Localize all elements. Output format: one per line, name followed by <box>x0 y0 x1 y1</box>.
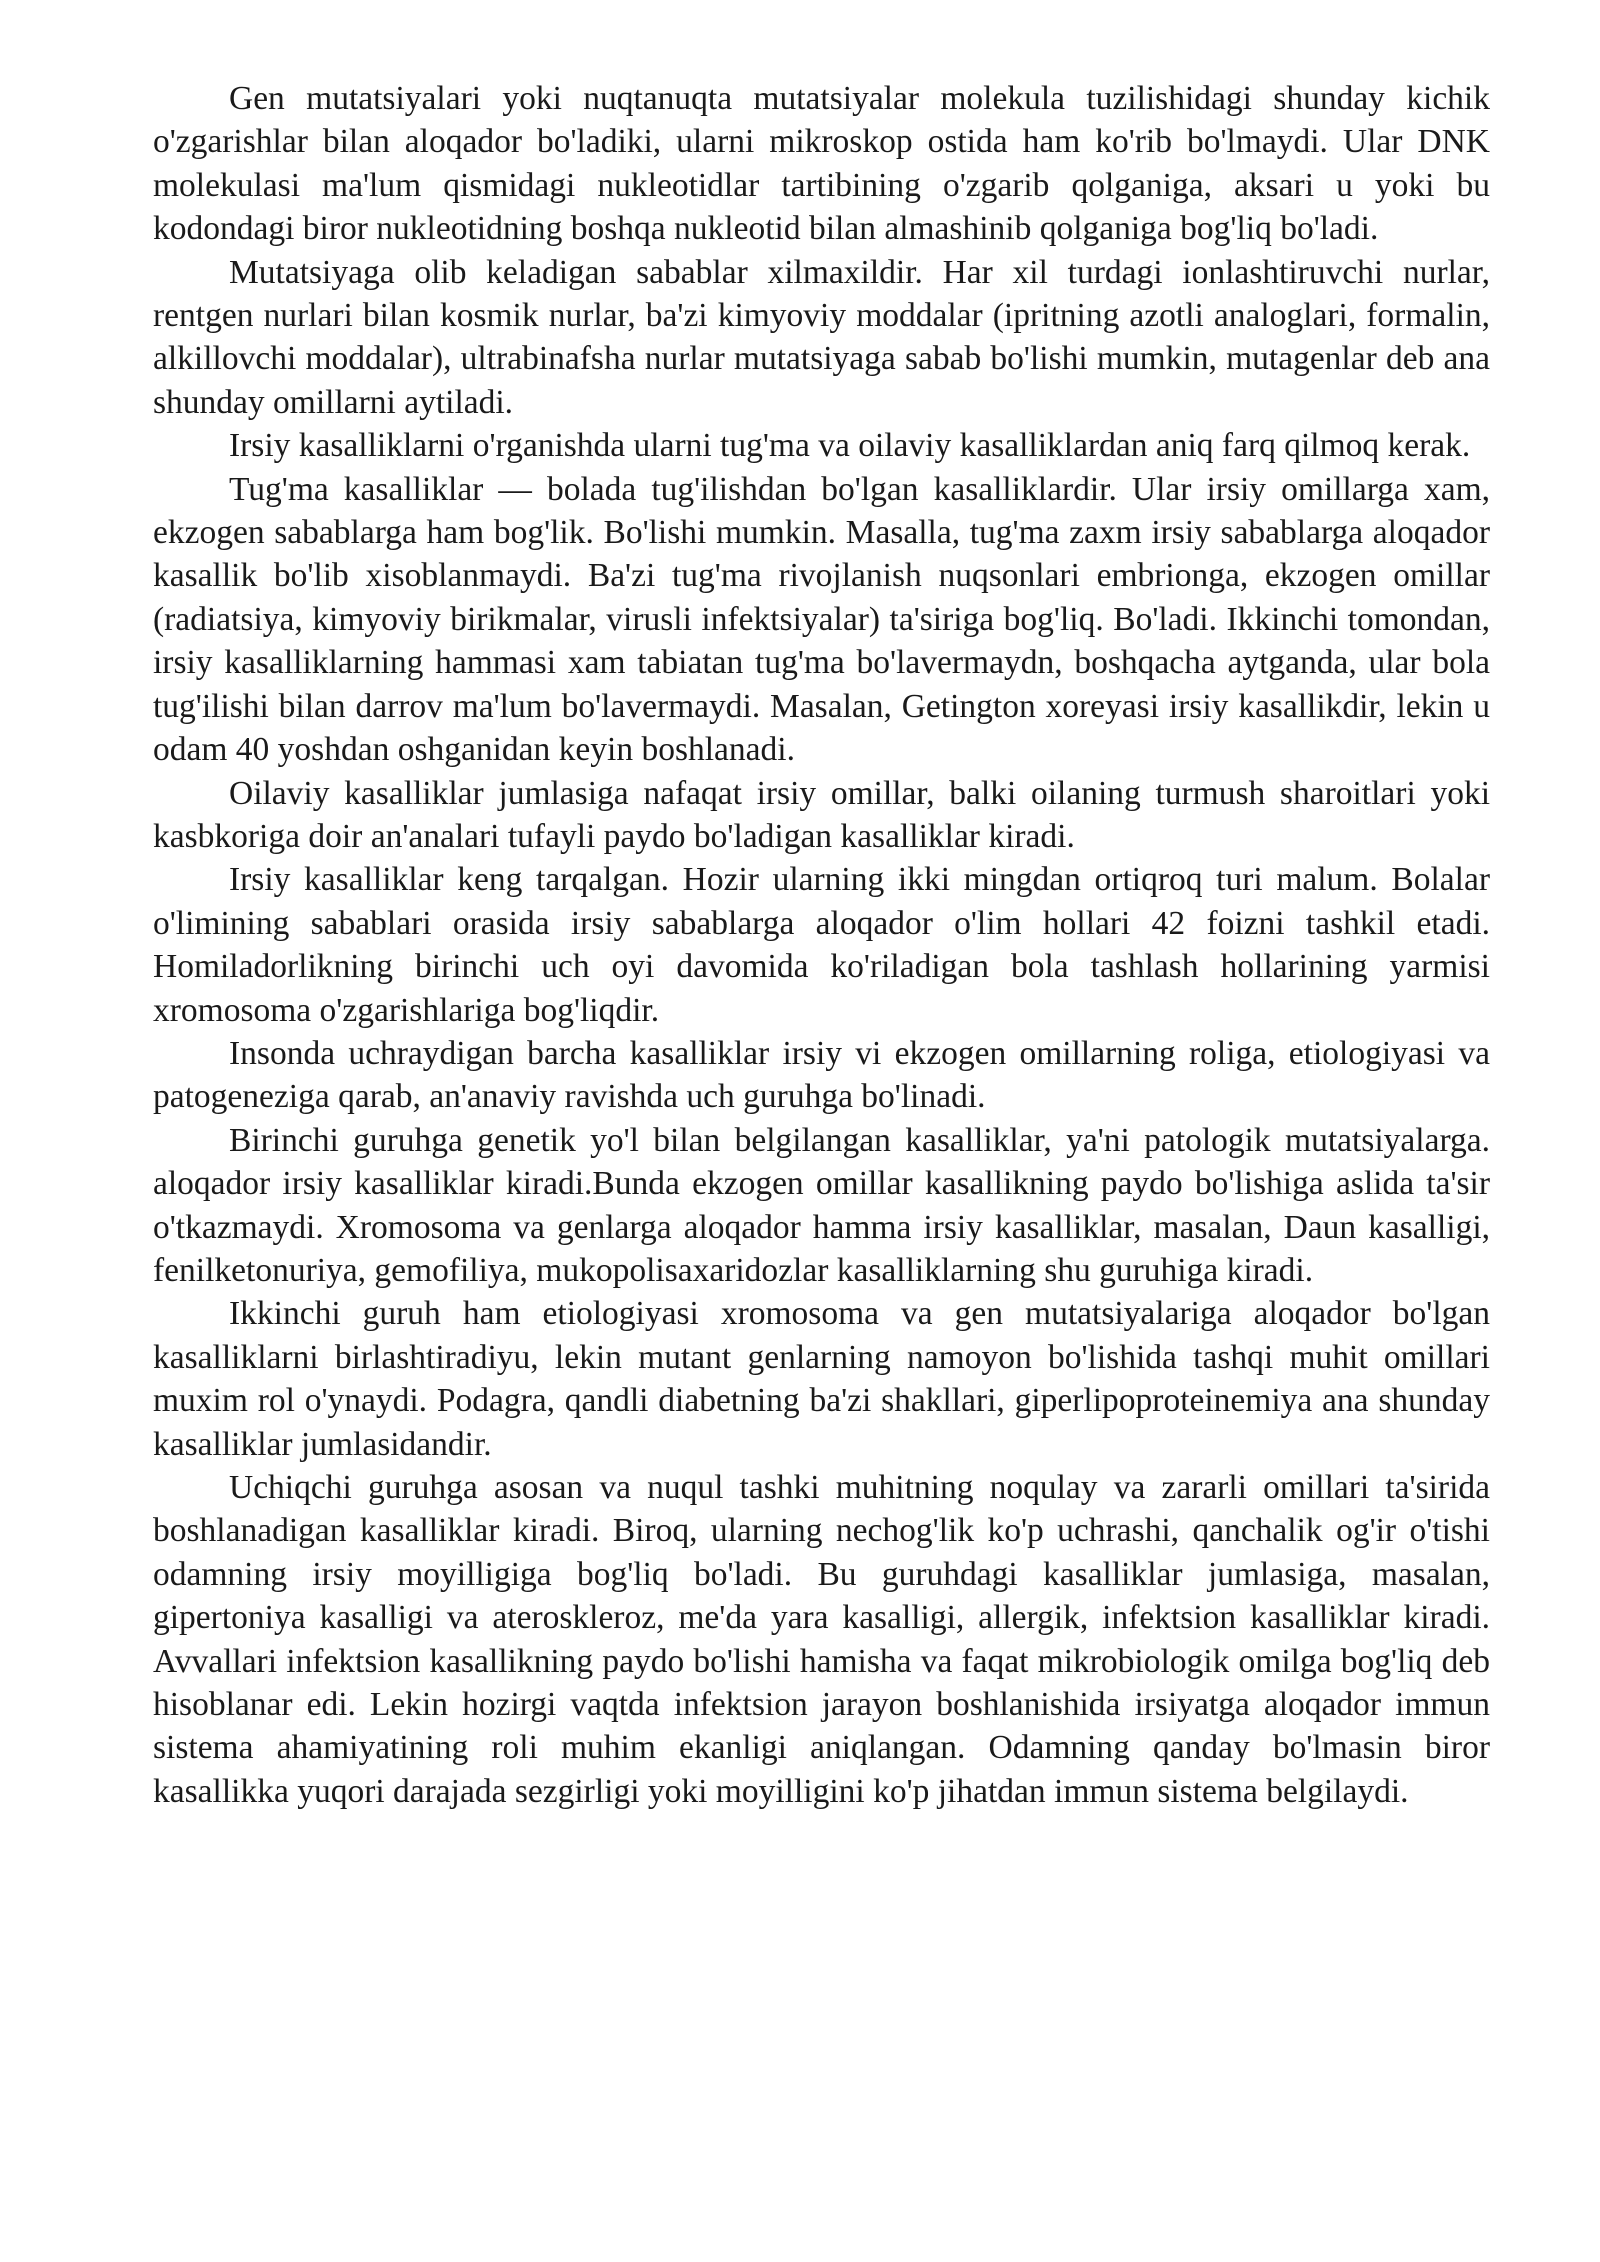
paragraph-first-group: Birinchi guruhga genetik yo'l bilan belgilangan kasalliklar, ya'ni patologik mutatsiyalarga. aloqador irsiy kasalliklar kiradi.Bunda ekzogen omillar kasallikning paydo bo'lishiga aslida ta'sir o'tkazmaydi. Xromosoma va genlarga aloqador hamma irsiy kasalliklar, masalan, Daun kasalligi, fenilketonuriya, gemofiliya, mukopolisaxaridozlar kasalliklarning shu guruhiga kiradi. <box>153 1121 1490 1289</box>
paragraph-prevalence: Irsiy kasalliklar keng tarqalgan. Hozir ularning ikki mingdan ortiqroq turi malum. Bolalar o'limining sabablari orasida irsiy sabablarga aloqador o'lim hollari 42 foizni tashkil etadi. Homiladorlikning birinchi uch oyi davomida ko'riladigan bola tashlash hollarining yarmisi xromosoma o'zgarishlariga bog'liqdir. <box>153 861 1490 1029</box>
paragraph-second-group: Ikkinchi guruh ham etiologiyasi xromosoma va gen mutatsiyalariga aloqador bo'lgan kasalliklarni birlashtiradiyu, lekin mutant genlarning namoyon bo'lishida tashqi muhit omillari muxim rol o'ynaydi. Podagra, qandli diabetning ba'zi shakllari, giperlipoproteinemiya ana shunday kasalliklar jumlasidandir. <box>153 1295 1490 1463</box>
paragraph-congenital-diseases: Tug'ma kasalliklar — bolada tug'ilishdan bo'lgan kasalliklardir. Ular irsiy omillarga xam, ekzogen sabablarga ham bog'lik. Bo'lishi mumkin. Masalla, tug'ma zaxm irsiy sabablarga aloqador kasallik bo'lib xisoblanmaydi. Ba'zi tug'ma rivojlanish nuqsonlari embrionga, ekzogen omillar (radiatsiya, kimyoviy birikmalar, virusli infektsiyalar) ta'siriga bog'liq. Bo'ladi. Ikkinchi tomondan, irsiy kasalliklarning hammasi xam tabiatan tug'ma bo'lavermaydn, boshqacha aytganda, ular bola tug'ilishi bilan darrov ma'lum bo'lavermaydi. Masalan, Getington xoreyasi irsiy kasallikdir, lekin u odam 40 yoshdan oshganidan keyin boshlanadi. <box>153 470 1490 769</box>
paragraph-gene-mutations: Gen mutatsiyalari yoki nuqtanuqta mutatsiyalar molekula tuzilishidagi shunday kichik o'zgarishlar bilan aloqador bo'ladiki, ularni mikroskop ostida ham ko'rib bo'lmaydi. Ular DNK molekulasi ma'lum qismidagi nukleotidlar tartibining o'zgarib qolganiga, aksari u yoki bu kodondagi biror nukleotidning boshqa nukleotid bilan almashinib qolganiga bog'liq bo'ladi. <box>153 80 1490 248</box>
paragraph-three-groups: Insonda uchraydigan barcha kasalliklar irsiy vi ekzogen omillarning roliga, etiologiyasi va patogeneziga qarab, an'anaviy ravishda uch guruhga bo'linadi. <box>153 1034 1490 1116</box>
paragraph-third-group: Uchiqchi guruhga asosan va nuqul tashki muhitning noqulay va zararli omillari ta'sirida boshlanadigan kasalliklar kiradi. Biroq, ularning nechog'lik ko'p uchrashi, qanchalik og'ir o'tishi odamning irsiy moyilligiga bog'liq bo'ladi. Bu guruhdagi kasalliklar jumlasiga, masalan, gipertoniya kasalligi va ateroskleroz, me'da yara kasalligi, allergik, infektsion kasalliklar kiradi. Avvallari infektsion kasallikning paydo bo'lishi hamisha va faqat mikrobiologik omilga bog'liq deb hisoblanar edi. Lekin hozirgi vaqtda infektsion jarayon boshlanishida irsiyatga aloqador immun sistema ahamiyatining roli muhim ekanligi aniqlangan. Odamning qanday bo'lmasin biror kasallikka yuqori darajada sezgirligi yoki moyilligini ko'p jihatdan immun sistema belgilaydi. <box>153 1469 1490 1810</box>
paragraph-hereditary-vs-congenital: Irsiy kasalliklarni o'rganishda ularni tug'ma va oilaviy kasalliklardan aniq farq qilmoq kerak. <box>229 427 1471 465</box>
paragraph-family-diseases: Oilaviy kasalliklar jumlasiga nafaqat irsiy omillar, balki oilaning turmush sharoitlari yoki kasbkoriga doir an'analari tufayli paydo bo'ladigan kasalliklar kiradi. <box>153 774 1490 855</box>
paragraph-mutation-causes: Mutatsiyaga olib keladigan sabablar xilmaxildir. Har xil turdagi ionlashtiruvchi nurlar, rentgen nurlari bilan kosmik nurlar, ba'zi kimyoviy moddalar (ipritning azotli analoglari, formalin, alkillovchi moddalar), ultrabinafsha nurlar mutatsiyaga sabab bo'lishi mumkin, mutagenlar deb ana shunday omillarni aytiladi. <box>153 253 1490 421</box>
document-page <box>153 77 1490 1813</box>
